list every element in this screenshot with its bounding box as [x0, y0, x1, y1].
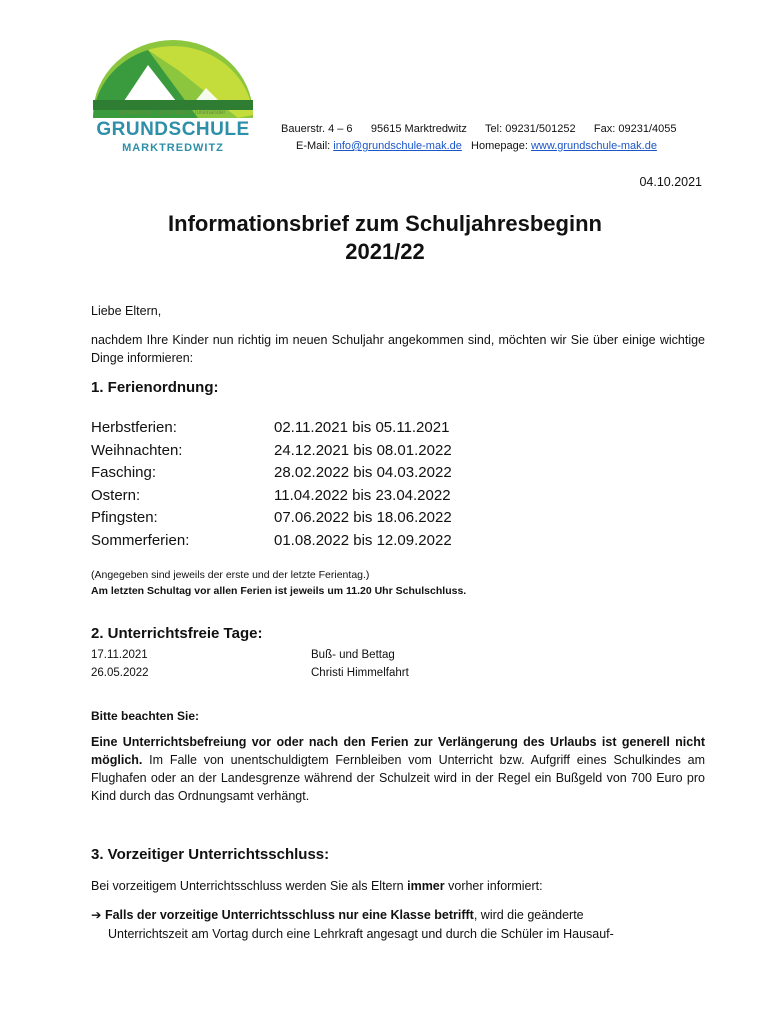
holiday-note: (Angegeben sind jeweils der erste und der letzte Ferientag.) [91, 569, 370, 581]
address: Bauerstr. 4 – 6 [281, 123, 353, 135]
arrow-icon: ➔ [91, 908, 102, 922]
free-day-date: 26.05.2022 [91, 667, 149, 679]
section-3-heading: 3. Vorzeitiger Unterrichtsschluss: [91, 846, 330, 863]
email-label: E-Mail: [296, 140, 331, 152]
section-2-heading: 2. Unterrichtsfreie Tage: [91, 625, 263, 642]
free-day-name: Buß- und Bettag [311, 649, 395, 661]
holiday-dates: 02.11.2021 bis 05.11.2021 [274, 419, 450, 436]
greeting: Liebe Eltern, [91, 304, 162, 318]
holiday-name: Fasching: [91, 464, 157, 482]
zip-city: 95615 Marktredwitz [370, 123, 467, 135]
exemption-paragraph [91, 733, 705, 805]
holiday-name: Ostern: [91, 486, 141, 504]
title-line-1: Informationsbrief zum Schuljahresbeginn [168, 211, 602, 236]
bullet-line-1 [91, 906, 705, 924]
free-day-row [91, 664, 409, 682]
holiday-row [91, 485, 452, 508]
section-1-heading: 1. Ferienordnung: [91, 379, 219, 396]
letter-date: 04.10.2021 [639, 175, 702, 189]
contact-line-1 [281, 123, 676, 135]
holiday-dates: 11.04.2022 bis 23.04.2022 [274, 486, 451, 504]
holiday-name: Sommerferien: [91, 531, 190, 549]
holiday-name: Herbstferien: [91, 419, 177, 436]
free-day-row [91, 646, 409, 664]
attention-label: Bitte beachten Sie: [91, 709, 200, 723]
logo-motto: miteinander · voneinander · füreinander [120, 110, 226, 116]
free-days-table [91, 646, 409, 682]
exemption-bold: Eine Unterrichtsbefreiung vor oder nach den Ferien zur Verlängerung des Urlaubs ist generell nicht möglich. [91, 735, 705, 767]
intro-part-b: vorher informiert: [444, 879, 543, 893]
holiday-row [91, 440, 452, 463]
homepage-label: Homepage: [471, 140, 528, 152]
email-link[interactable]: info@grundschule-mak.de [333, 140, 462, 152]
exemption-rest: Im Falle von unentschuldigtem Fernbleiben vom Unterricht bzw. Aufgriff eines Schulkindes am Flughafen oder an der Landesgrenze während der Schulzeit wird in der Regel ein Bußgeld von 700 Euro pro Kind durch das Ordnungsamt verhängt. [91, 753, 705, 803]
intro-part-a: Bei vorzeitigem Unterrichtsschluss werden Sie als Eltern [91, 879, 408, 893]
holiday-dates: 24.12.2021 bis 08.01.2022 [274, 441, 452, 459]
intro-bold: immer [407, 879, 445, 893]
holiday-name: Weihnachten: [91, 441, 183, 459]
homepage-link[interactable]: www.grundschule-mak.de [530, 140, 657, 152]
bullet-bold: Falls der vorzeitige Unterrichtsschluss nur eine Klasse betrifft [104, 908, 474, 922]
logo-school-town: MARKTREDWITZ [122, 142, 224, 154]
fax: Fax: 09231/4055 [593, 123, 677, 135]
holiday-dates: 07.06.2022 bis 18.06.2022 [274, 509, 452, 527]
logo-school-name: GRUNDSCHULE [96, 119, 250, 140]
phone: Tel: 09231/501252 [485, 123, 576, 135]
free-day-date: 17.11.2021 [91, 649, 148, 661]
title-line-2: 2021/22 [345, 239, 425, 264]
holiday-row [91, 462, 452, 485]
holiday-dates: 01.08.2022 bis 12.09.2022 [274, 531, 452, 549]
free-day-name: Christi Himmelfahrt [311, 667, 409, 679]
bullet-rest: , wird die geänderte [473, 908, 584, 922]
holiday-row [91, 507, 452, 530]
bullet-line-2: Unterrichtszeit am Vortag durch eine Lehrkraft angesagt und durch die Schüler im Hausauf- [108, 927, 614, 941]
letter-title [0, 210, 770, 266]
holiday-dates: 28.02.2022 bis 04.03.2022 [274, 464, 452, 482]
intro-paragraph: nachdem Ihre Kinder nun richtig im neuen Schuljahr angekommen sind, möchten wir Sie über einige wichtige Dinge informieren: [91, 333, 705, 365]
holiday-name: Pfingsten: [91, 509, 158, 527]
contact-line-2 [296, 140, 657, 152]
section-3-intro [91, 877, 705, 895]
holiday-bold-note: Am letzten Schultag vor allen Ferien ist jeweils um 11.20 Uhr Schulschluss. [91, 585, 467, 597]
holiday-row [91, 417, 452, 440]
holiday-row [91, 530, 452, 553]
holiday-table [91, 417, 452, 553]
